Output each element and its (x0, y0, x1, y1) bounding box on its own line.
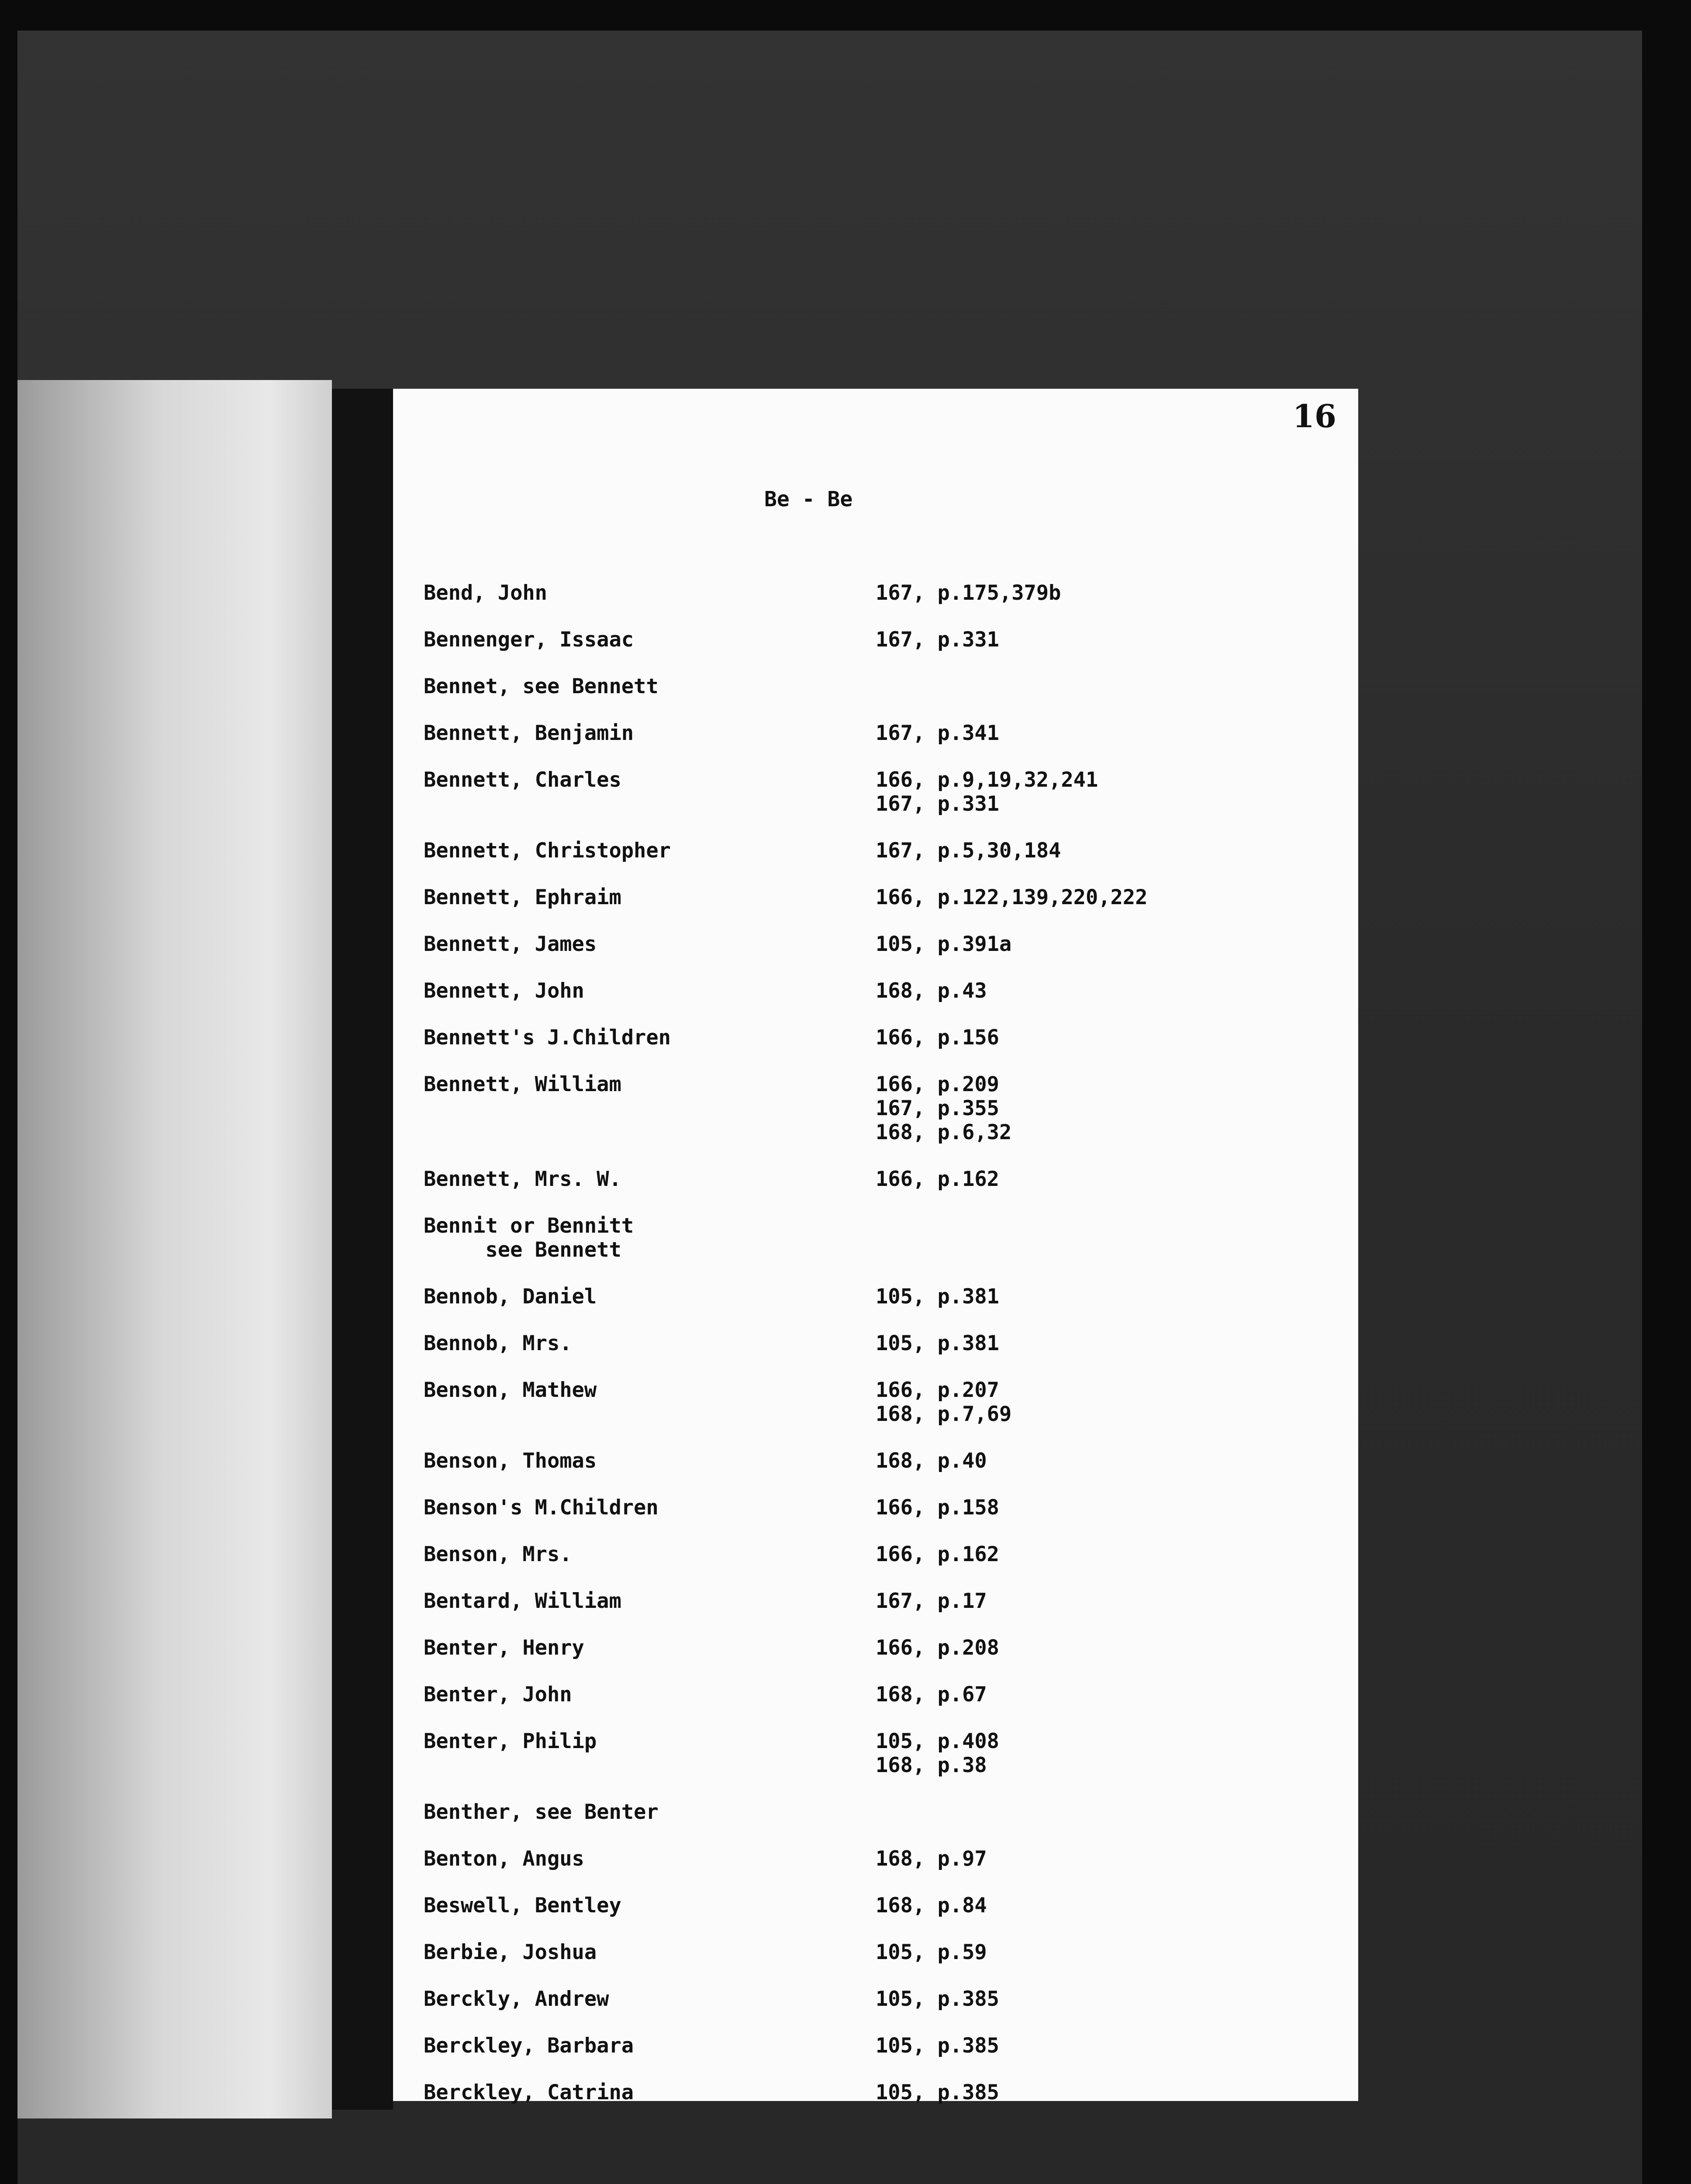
entry-refs (876, 1331, 999, 1355)
index-entry (424, 2034, 1341, 2080)
entry-name: Bennett, John (424, 979, 584, 1003)
entry-ref: 105, p.59 (876, 1940, 987, 1964)
entry-name: Bennett, Christopher (424, 839, 671, 863)
index-entry (424, 1847, 1341, 1894)
entry-refs (876, 1987, 999, 2011)
entry-refs (876, 721, 999, 745)
entry-refs (876, 2034, 999, 2058)
entry-refs (876, 1026, 999, 1050)
entry-ref: 167, p.175,379b (876, 581, 1061, 605)
entry-refs (876, 628, 999, 652)
index-page (393, 389, 1358, 2105)
index-entries (424, 581, 1341, 2127)
index-entry (424, 1589, 1341, 1636)
index-entry (424, 1940, 1341, 1987)
entry-ref: 167, p.331 (876, 628, 999, 652)
entry-ref: 105, p.385 (876, 1987, 999, 2011)
index-entry (424, 1800, 1341, 1847)
page-number: 16 (1292, 397, 1336, 435)
index-entry (424, 1496, 1341, 1542)
entry-refs (876, 1729, 999, 1777)
entry-name: Bennet, see Bennett (424, 674, 659, 698)
entry-refs (876, 768, 1098, 816)
entry-ref: 168, p.97 (876, 1847, 987, 1871)
entry-ref: 168, p.6,32 (876, 1120, 1012, 1144)
entry-refs (876, 1940, 987, 1964)
entry-ref: 168, p.84 (876, 1894, 987, 1918)
entry-ref: 168, p.67 (876, 1683, 987, 1707)
entry-name: Benter, Philip (424, 1729, 597, 1753)
entry-name: Bentard, William (424, 1589, 621, 1613)
entry-name: Bennenger, Issaac (424, 628, 634, 652)
entry-name: Berckley, Catrina (424, 2080, 634, 2105)
entry-name: Bennett, William (424, 1072, 621, 1096)
entry-name: Bennit or Bennitt see Bennett (424, 1214, 634, 1262)
entry-ref: 167, p.5,30,184 (876, 839, 1061, 863)
entry-name: Benther, see Benter (424, 1800, 659, 1824)
entry-refs (876, 1542, 999, 1566)
index-entry (424, 1167, 1341, 1214)
entry-ref: 168, p.40 (876, 1449, 987, 1473)
index-entry (424, 1636, 1341, 1683)
index-entry (424, 768, 1341, 839)
entry-refs (876, 979, 987, 1003)
entry-refs (876, 1167, 999, 1191)
index-entry (424, 1683, 1341, 1729)
entry-name: Bend, John (424, 581, 547, 605)
index-entry (424, 932, 1341, 979)
index-entry (424, 1378, 1341, 1449)
index-entry (424, 1214, 1341, 1285)
entry-name: Bennett, Ephraim (424, 885, 621, 909)
index-entry (424, 721, 1341, 768)
entry-name: Bennob, Mrs. (424, 1331, 572, 1355)
entry-refs (876, 1894, 987, 1918)
entry-refs (876, 1636, 999, 1660)
index-entry (424, 1449, 1341, 1496)
index-entry (424, 885, 1341, 932)
entry-name: Bennett, Charles (424, 768, 621, 792)
entry-refs (876, 1072, 1011, 1144)
entry-refs (876, 1589, 987, 1613)
index-entry (424, 581, 1341, 628)
entry-ref: 105, p.391a (876, 932, 1012, 956)
entry-name: Berckley, Barbara (424, 2034, 634, 2058)
entry-refs (876, 1449, 987, 1473)
entry-name: Benson, Thomas (424, 1449, 597, 1473)
entry-name: Bercklу, Andrew (424, 1987, 609, 2011)
entry-ref: 166, p.162 (876, 1542, 999, 1566)
index-entry (424, 1285, 1341, 1331)
index-entry (424, 1542, 1341, 1589)
index-entry (424, 674, 1341, 721)
entry-ref: 105, p.385 (876, 2034, 999, 2058)
index-entry (424, 1894, 1341, 1940)
entry-name: Beswell, Bentley (424, 1894, 621, 1918)
page-heading: Be - Be (764, 487, 853, 511)
entry-ref: 168, p.7,69 (876, 1402, 1012, 1426)
entry-name: Bennett, Benjamin (424, 721, 634, 745)
entry-ref: 166, p.208 (876, 1636, 999, 1660)
entry-refs (876, 2080, 999, 2105)
entry-refs (876, 1496, 999, 1520)
entry-refs (876, 932, 1011, 956)
entry-ref: 167, p.17 (876, 1589, 987, 1613)
entry-refs (876, 1378, 1011, 1426)
index-entry (424, 1331, 1341, 1378)
microfilm-frame (17, 31, 1642, 2184)
entry-refs (876, 839, 1061, 863)
entry-name: Berbie, Joshua (424, 1940, 597, 1964)
index-entry (424, 1072, 1341, 1167)
entry-name: Benson, Mrs. (424, 1542, 572, 1566)
entry-name: Bennett, Mrs. W. (424, 1167, 621, 1191)
entry-ref: 166, p.122,139,220,222 (876, 885, 1148, 909)
book-spine (332, 389, 393, 2110)
left-page-edge (17, 380, 332, 2118)
index-entry (424, 2080, 1341, 2127)
entry-refs (876, 885, 1148, 909)
entry-ref: 166, p.207 (876, 1378, 999, 1402)
entry-ref: 105, p.381 (876, 1331, 999, 1355)
entry-refs (876, 581, 1061, 605)
index-entry (424, 839, 1341, 885)
entry-refs (876, 1683, 987, 1707)
entry-ref: 105, p.408 (876, 1729, 999, 1753)
entry-name: Bennob, Daniel (424, 1285, 597, 1309)
entry-ref: 105, p.381 (876, 1285, 999, 1309)
entry-ref: 168, p.43 (876, 979, 987, 1003)
entry-refs (876, 1285, 999, 1309)
index-entry (424, 979, 1341, 1026)
entry-name: Benter, Henry (424, 1636, 584, 1660)
entry-ref: 168, p.38 (876, 1753, 987, 1777)
entry-ref: 105, p.385 (876, 2080, 999, 2105)
entry-ref: 166, p.156 (876, 1026, 999, 1050)
entry-refs (876, 1847, 987, 1871)
entry-name: Benter, John (424, 1683, 572, 1707)
entry-ref: 166, p.158 (876, 1496, 999, 1520)
entry-ref: 167, p.341 (876, 721, 999, 745)
index-entry (424, 1729, 1341, 1800)
entry-name: Benson's M.Children (424, 1496, 659, 1520)
entry-name: Benson, Mathew (424, 1378, 597, 1402)
index-entry (424, 628, 1341, 674)
entry-ref: 166, p.162 (876, 1167, 999, 1191)
entry-ref: 166, p.9,19,32,241 (876, 768, 1098, 792)
entry-ref: 167, p.355 (876, 1096, 999, 1120)
entry-ref: 166, p.209 (876, 1072, 999, 1096)
index-entry (424, 1987, 1341, 2034)
entry-name: Bennett, James (424, 932, 597, 956)
entry-name: Bennett's J.Children (424, 1026, 671, 1050)
entry-ref: 167, p.331 (876, 792, 999, 816)
index-entry (424, 1026, 1341, 1072)
entry-name: Benton, Angus (424, 1847, 584, 1871)
